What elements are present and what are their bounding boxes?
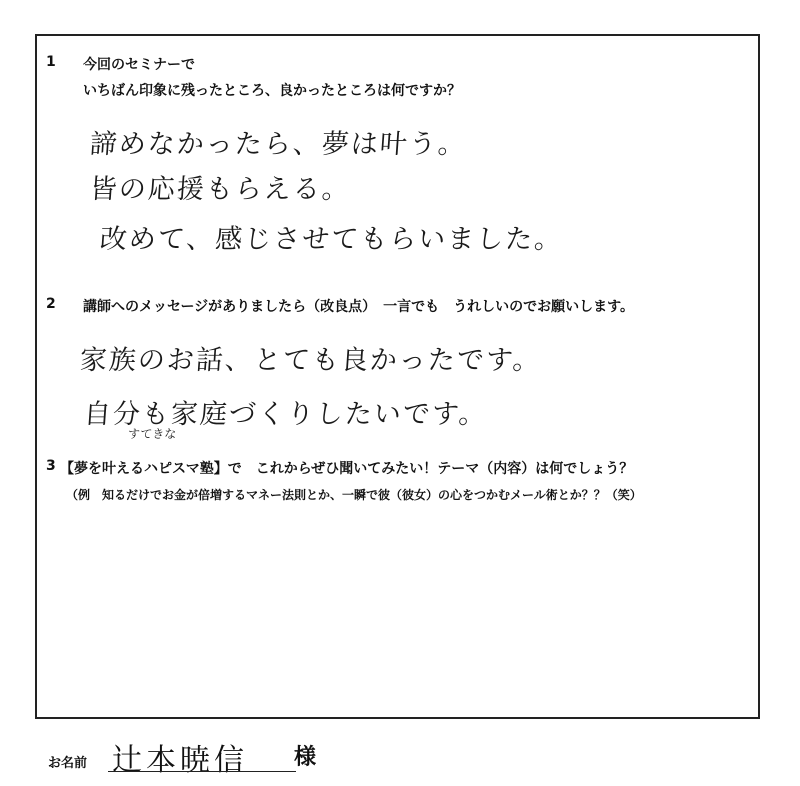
q2-answer-line2: 自分も家庭づくりしたいです。 (82, 399, 489, 430)
name-label: お名前 (48, 756, 88, 771)
name-underline (108, 771, 296, 772)
q2-insert-note: すてきな (127, 427, 177, 441)
q1-answer-line3: 改めて、感じさせてもらいました。 (98, 224, 565, 255)
q1-prompt-line2: いちばん印象に残ったところ、良かったところは何ですか？ (83, 83, 461, 99)
q1-answer-line1: 諦めなかったら、夢は叶う。 (88, 129, 468, 160)
q1-answer-line2: 皆の応援もらえる。 (88, 174, 352, 205)
name-value: 辻本暁信 (112, 743, 248, 778)
q2-prompt: 講師へのメッセージがありましたら（改良点） 一言でも うれしいのでお願いします。 (83, 299, 635, 315)
q3-prompt: 【夢を叶えるハピスマ塾】で これからぜひ聞いてみたい！テーマ（内容）は何でしょう？ (60, 461, 634, 477)
q1-prompt-line1: 今回のセミナーで (83, 57, 195, 73)
q1-number: 1 (46, 54, 56, 70)
honorific: 様 (294, 745, 317, 770)
q3-example: （例 知るだけでお金が倍増するマネー法則とか、一瞬で彼（彼女）の心をつかむメール術とか？？（笑） (66, 488, 642, 502)
q3-number: 3 (46, 458, 56, 474)
q2-number: 2 (46, 296, 56, 312)
q2-answer-line1: 家族のお話、とても良かったです。 (78, 345, 543, 376)
